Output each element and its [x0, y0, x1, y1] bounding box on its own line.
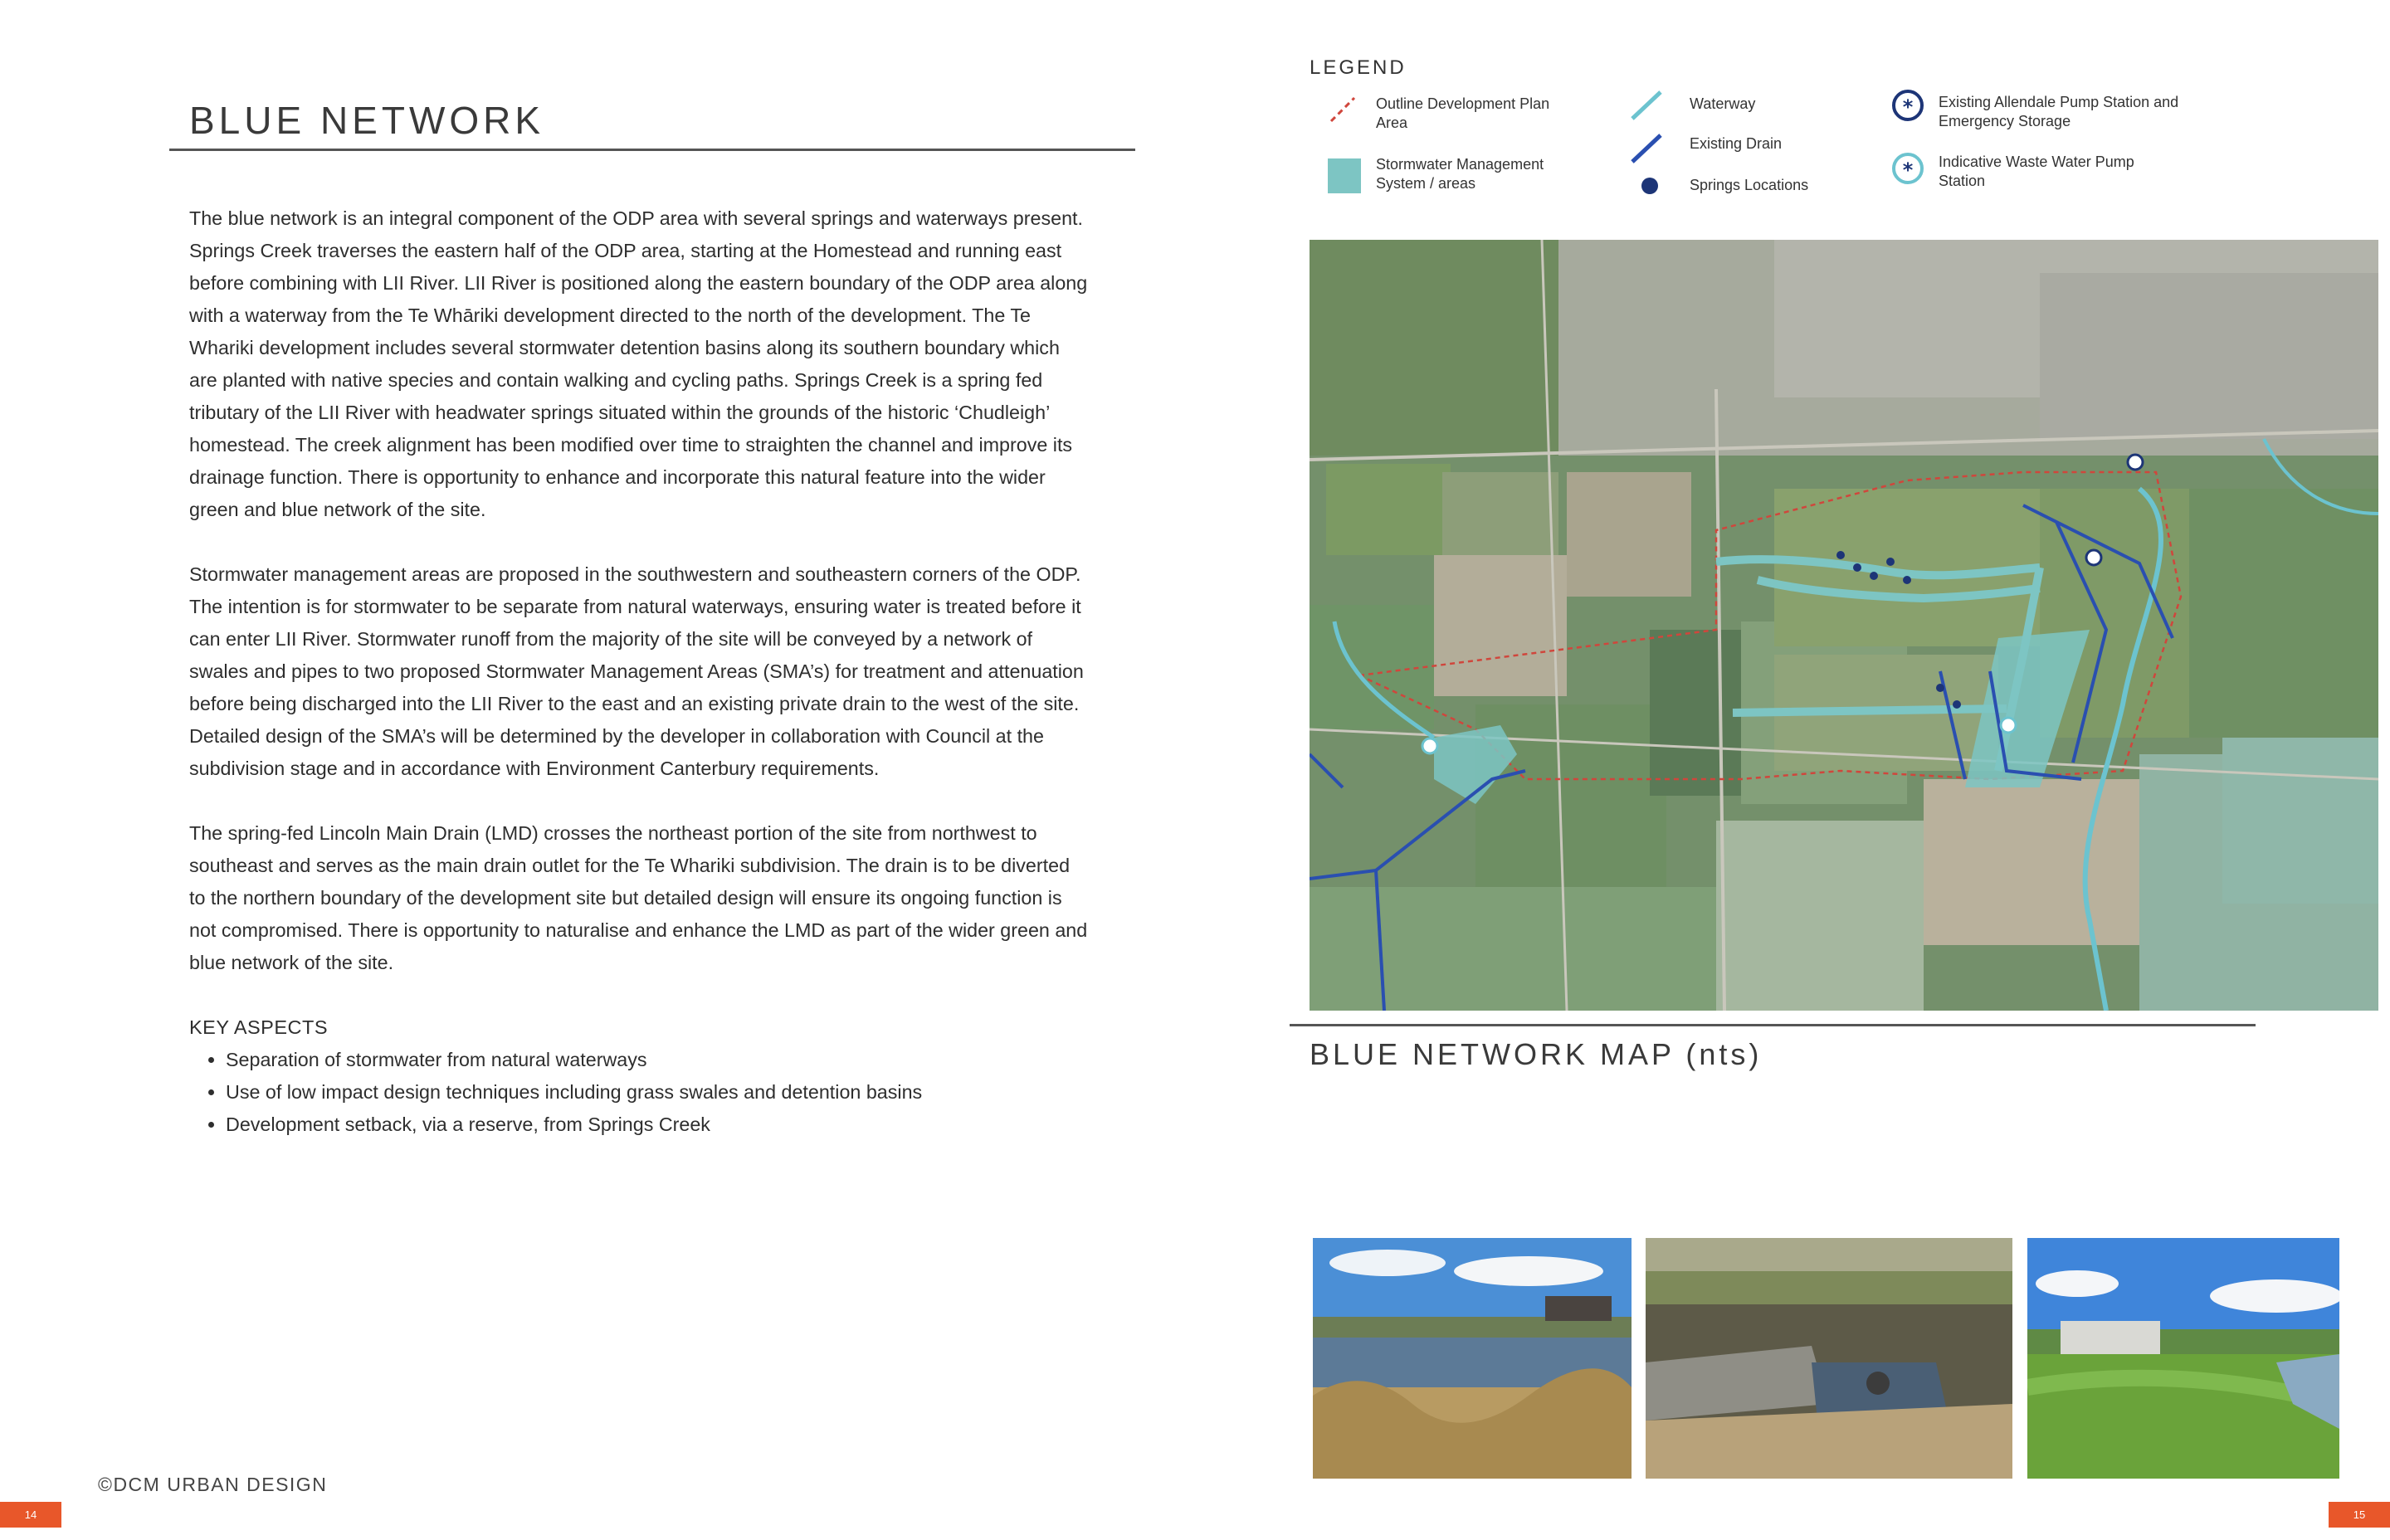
- page-title: BLUE NETWORK: [189, 99, 545, 142]
- svg-text:*: *: [1902, 158, 1914, 182]
- legend-springs-label: Springs Locations: [1690, 177, 1809, 193]
- legend-sma-label: Stormwater Management System / areas: [1376, 156, 1544, 192]
- aerial-map-graphic: [1310, 240, 2378, 1011]
- legend-title: LEGEND: [1310, 56, 1407, 79]
- photo-stormwater-basin: [1646, 1238, 2012, 1479]
- paragraph-2: Stormwater management areas are proposed in the southwestern and southeastern corners of the ODP. The intention is for stormwater to be separate from natural waterways, ensuring water is treated before it can enter LII River. Stormwater runoff from the majority of the site will be conveyed by a network of swales and pipes to two proposed Stormwater Management Areas (SMA’s) for treatment and attenuation before being discharged into the LII River to the east and an existing private drain to the west of the site. Detailed design of the SMA’s will be determined by the developer in collaboration with Council at the subdivision stage and in accordance with Environment Canterbury requirements.: [189, 563, 1084, 779]
- footer-copyright: ©DCM URBAN DESIGN: [98, 1474, 328, 1495]
- outline-dashed-icon: [1326, 95, 1359, 124]
- key-aspect-item: • Development setback, via a reserve, from Springs Creek: [226, 1109, 1090, 1141]
- key-aspect-item: • Separation of stormwater from natural waterways: [226, 1044, 1090, 1076]
- page-number-right: 15: [2329, 1502, 2390, 1528]
- indicative-pump-station-icon: [1890, 151, 1925, 186]
- legend-waterway-label: Waterway: [1690, 95, 1756, 112]
- paragraph-1: The blue network is an integral component of the ODP area with several springs and waterways present. Springs Creek traverses the eastern half of the ODP area, starting at the Homestead and running east before combining with LII River. LII River is positioned along the eastern boundary of the ODP area along with a waterway from the Te Whāriki development directed to the north of the development. The Te Whariki development includes several stormwater detention basins along its southern boundary which are planted with native species and contain walking and cycling paths. Springs Creek is a spring fed tributary of the LII River with headwater springs situated within the grounds of the historic ‘Chudleigh’ homestead. The creek alignment has been modified over time to straighten the channel and improve its drainage function. There is opportunity to enhance and incorporate this natural feature into the wider green and blue network of the site.: [189, 207, 1088, 520]
- waterway-line-icon: [1628, 88, 1665, 123]
- legend-existing-pump-label: Existing Allendale Pump Station and Emergency Storage: [1939, 94, 2179, 129]
- key-aspects-list: [189, 1044, 1090, 1141]
- key-aspects-heading: KEY ASPECTS: [189, 1016, 329, 1038]
- svg-text:*: *: [1902, 95, 1914, 119]
- sma-swatch-icon: [1328, 158, 1361, 193]
- map-caption-divider: [1290, 1024, 2256, 1026]
- body-text: [189, 202, 1090, 1141]
- page-number-left: 14: [0, 1502, 61, 1528]
- legend-indicative-pump-label: Indicative Waste Water Pump Station: [1939, 154, 2134, 189]
- legend-outline-label: Outline Development Plan Area: [1376, 95, 1550, 131]
- map-caption: BLUE NETWORK MAP (nts): [1310, 1037, 1763, 1071]
- title-divider: [169, 149, 1135, 151]
- existing-pump-station-icon: [1890, 88, 1925, 123]
- spring-dot-icon: [1640, 176, 1660, 196]
- legend-drain-label: Existing Drain: [1690, 135, 1783, 152]
- key-aspect-item: • Use of low impact design techniques including grass swales and detention basins: [226, 1076, 1090, 1109]
- paragraph-3: The spring-fed Lincoln Main Drain (LMD) crosses the northeast portion of the site from northwest to southeast and serves as the main drain outlet for the Te Whariki subdivision. The drain is to be diverted to the northern boundary of the development site but detailed design will ensure its ongoing function is not compromised. There is opportunity to naturalise and enhance the LMD as part of the wider green and blue network of the site.: [189, 822, 1088, 973]
- blue-network-map: [1310, 240, 2378, 1011]
- photo-grass-swale: [2027, 1238, 2339, 1479]
- photo-detention-pond: [1313, 1238, 1632, 1479]
- existing-drain-line-icon: [1628, 131, 1665, 166]
